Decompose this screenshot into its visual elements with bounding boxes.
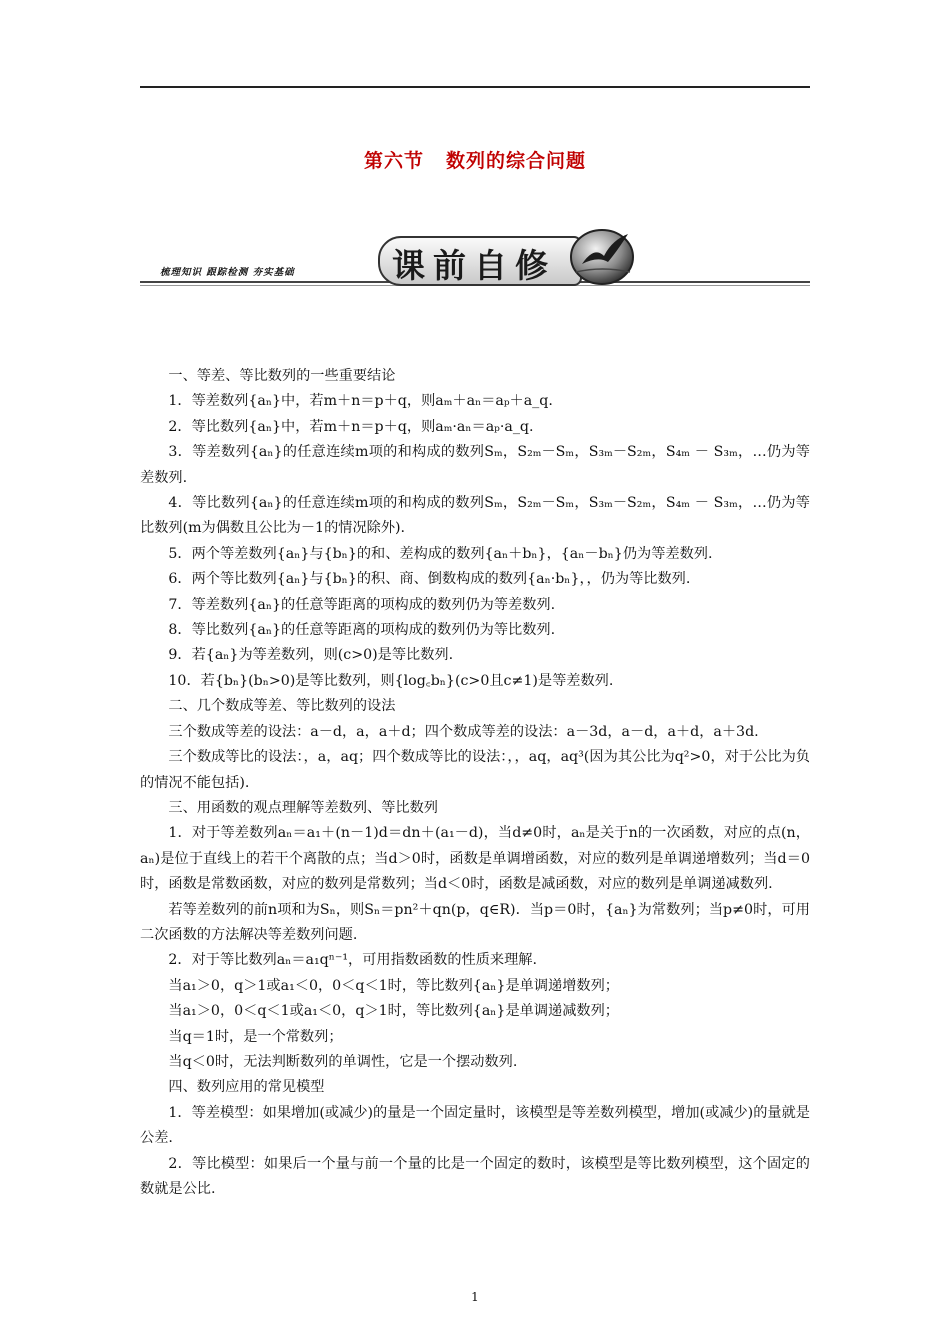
paragraph: 当a₁＞0，q＞1或a₁＜0，0＜q＜1时，等比数列{aₙ}是单调递增数列； — [168, 977, 619, 994]
header-rule — [140, 86, 810, 88]
heading-section-1: 一、等差、等比数列的一些重要结论 — [168, 368, 396, 384]
paragraph: 当a₁＞0，0＜q＜1或a₁＜0，q＞1时，等比数列{aₙ}是单调递减数列； — [168, 1003, 619, 1020]
paragraph: 5．两个等差数列{aₙ}与{bₙ}的和、差构成的数列{aₙ＋bₙ}，{aₙ－bₙ}仍为等差数列. — [168, 545, 713, 562]
title-topic: 数列的综合问题 — [446, 150, 587, 172]
paragraph: 当q＝1时，是一个常数列； — [168, 1028, 343, 1045]
heading-section-4: 四、数列应用的常见模型 — [168, 1079, 325, 1096]
page-title — [0, 146, 950, 173]
page-number: 1 — [471, 1290, 479, 1304]
title-section: 第六节 — [363, 150, 424, 172]
paragraph: 6．两个等比数列{aₙ}与{bₙ}的积、商、倒数构成的数列{aₙ·bₙ}，，仍为等比数列. — [168, 571, 691, 588]
banner-label: 课前自修 — [392, 246, 556, 285]
paragraph: 2．等比数列{aₙ}中，若m＋n＝p＋q，则aₘ·aₙ＝aₚ·a_q. — [168, 418, 534, 435]
paragraph: 10．若{bₙ}(bₙ>0)是等比数列，则{log꜀bₙ}(c>0且c≠1)是等差数列. — [168, 672, 614, 689]
paragraph: 7．等差数列{aₙ}的任意等距离的项构成的数列仍为等差数列. — [168, 596, 556, 613]
heading-section-3: 三、用函数的观点理解等差数列、等比数列 — [168, 799, 438, 816]
section-banner — [140, 226, 810, 288]
paragraph: 8．等比数列{aₙ}的任意等距离的项构成的数列仍为等比数列. — [168, 622, 556, 639]
paragraph: 当q＜0时，无法判断数列的单调性，它是一个摆动数列. — [168, 1053, 518, 1070]
paragraph: 2．等比模型：如果后一个量与前一个量的比是一个固定的数时，该模型是等比数列模型，这个固定的数就是公比. — [140, 1155, 810, 1197]
banner-slogan: 梳理知识 跟踪检测 夯实基础 — [160, 267, 295, 278]
paragraph: 1．对于等差数列aₙ＝a₁＋(n－1)d＝dn＋(a₁－d)，当d≠0时，aₙ是关于n的一次函数，对应的点(n，aₙ)是位于直线上的若干个离散的点；当d＞0时，函数是单调增函数，对应的数列是单调递增数列；当d＝0时，函数是常数函数，对应的数列是常数列；当d＜0时，函数是减函数，对应的数列是单调递减数列. — [140, 825, 810, 893]
paragraph: 4．等比数列{aₙ}的任意连续m项的和构成的数列Sₘ，S₂ₘ－Sₘ，S₃ₘ－S₂ₘ，S₄ₘ － S₃ₘ，…仍为等比数列(m为偶数且公比为－1的情况除外). — [140, 495, 810, 537]
paragraph: 三个数成等差的设法：a－d，a，a＋d；四个数成等差的设法：a－3d，a－d，a＋d，a＋3d. — [168, 723, 759, 740]
paragraph: 1．等差数列{aₙ}中，若m＋n＝p＋q，则aₘ＋aₙ＝aₚ＋a_q. — [168, 393, 553, 410]
paragraph: 1．等差模型：如果增加(或减少)的量是一个固定量时，该模型是等差数列模型，增加(或减少)的量就是公差. — [140, 1104, 810, 1147]
heading-section-2: 二、几个数成等差、等比数列的设法 — [168, 698, 396, 715]
paragraph: 9．若{aₙ}为等差数列，则(c>0)是等比数列. — [168, 647, 454, 664]
document-body — [140, 364, 810, 1202]
paragraph: 3．等差数列{aₙ}的任意连续m项的和构成的数列Sₘ，S₂ₘ－Sₘ，S₃ₘ－S₂ₘ，S₄ₘ － S₃ₘ，…仍为等差数列. — [140, 444, 810, 486]
bird-emblem-icon — [568, 226, 636, 286]
paragraph: 若等差数列的前n项和为Sₙ，则Sₙ＝pn²＋qn(p，q∈R)．当p＝0时，{aₙ}为常数列；当p≠0时，可用二次函数的方法解决等差数列问题. — [140, 901, 810, 943]
paragraph: 三个数成等比的设法：，a，aq；四个数成等比的设法：，，aq，aq³(因为其公比为q²>0，对于公比为负的情况不能包括). — [140, 749, 810, 791]
paragraph: 2．对于等比数列aₙ＝a₁qⁿ⁻¹，可用指数函数的性质来理解. — [168, 952, 538, 969]
